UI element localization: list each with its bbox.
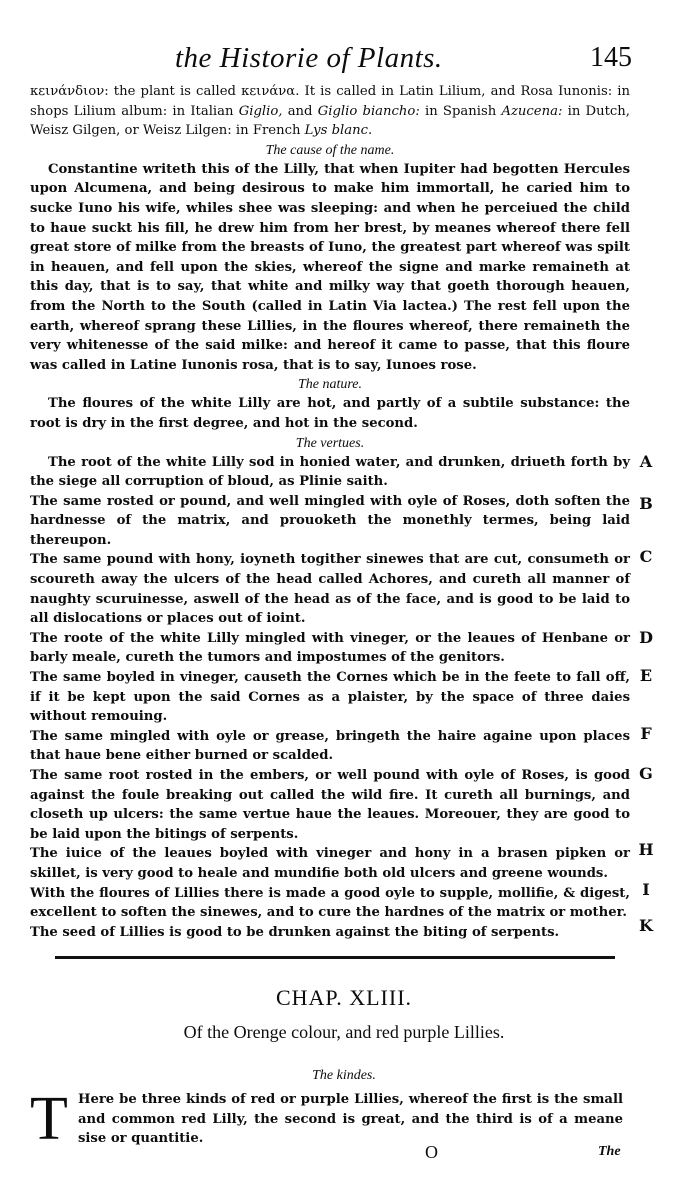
names-text-2: and [282,103,318,119]
chapter-number: CHAP. XLIII. [275,985,413,1010]
running-title: the Historie of Plants. [175,42,443,74]
names-text-4: in Dutch, Weisz Gilgen, or Weisz Lilgen: in French [30,103,630,139]
catchword: The [598,1144,621,1159]
margin-letter: F [640,724,652,743]
cause-paragraph: Constantine writeth this of the Lilly, that when Iupiter had begotten Hercules upon Alcumena, and being desirous to make him immortall, he caried him to sucke Iuno his wife, whiles shee was sleeping: and when he perceiued the child to haue suckt his fill, he drew him from her brest, by meanes whereof there fell great store of milke from the breasts of Iuno, the greatest part whereof was spilt in heauen, and fell upon the skies, whereof the signe and marke remaineth at this day, that is to say, that white and milky way that goeth thorough heauen, from the North to the South (called in Latin Via lactea.) The rest fell upon the earth, whereof sprang these Lillies, in the floures whereof, there remaineth the very whitenesse of the said milke: and hereof it came to passe, that this floure was called in Latine Iunonis rosa, that is to say, Iunoes rose. [30,161,630,373]
names-italic-2: Giglio biancho: [317,103,420,119]
running-head [0,42,688,82]
margin-letter: G [639,764,653,783]
drop-cap: T [30,1085,68,1153]
section-heading-vertues: The vertues. [295,435,365,451]
vertue-paragraph: The same pound with hony, ioyneth togither sinewes that are cut, consumeth or scoureth away the ulcers of the head called Achores, and cureth all manner of naughty scuruinesse, aswell of the head as of the face, and is good to be laid to all dislocations or places out of ioint. [30,552,630,627]
main-text [30,82,630,942]
margin-letter: H [638,840,654,859]
names-text-3: in Spanish [419,103,502,119]
margin-letter: C [639,547,653,566]
names-italic-4: Lys blanc. [304,123,373,139]
margin-letter: K [639,916,653,935]
signature-mark: O [425,1142,438,1162]
margin-letter: I [642,880,650,899]
chapter-divider [55,956,615,959]
margin-letter: A [639,452,653,471]
vertue-paragraph: The same rosted or pound, and well mingled with oyle of Roses, doth soften the hardnesse of the matrix, and prouoketh the monethly termes, being laid thereupon. [30,493,630,548]
vertue-paragraph: With the floures of Lillies there is made a good oyle to supple, mollifie, & digest, excellent to soften the sinewes, and to cure the hardnes of the matrix or mother. [30,885,630,921]
names-paragraph [30,82,630,141]
margin-letter: B [639,494,653,513]
vertue-paragraph: The same root rosted in the embers, or well pound with oyle of Roses, is good against the foule breaking out called the wild fire. It cureth all burnings, and closeth up ulcers: the same vertue haue the leaues. Moreouer, they are good to be laid upon the bitings of serpents. [30,768,630,842]
vertue-paragraph: The same boyled in vineger, causeth the Cornes which be in the feete to fall off, if it be kept upon the said Cornes as a plaister, by the space of three daies without remouing. [30,670,630,725]
vertue-paragraph: The same mingled with oyle or grease, bringeth the haire againe upon places that haue bene either burned or scalded. [30,728,630,764]
names-italic-1: Giglio, [238,103,283,119]
names-italic-3: Azucena: [501,103,563,119]
vertue-paragraph: The iuice of the leaues boyled with vineger and hony in a brasen pipken or skillet, is very good to heale and mundifie both old ulcers and greene wounds. [30,846,630,881]
section-heading-cause: The cause of the name. [265,142,395,158]
vertue-paragraph: The seed of Lillies is good to be drunken against the biting of serpents. [30,924,560,940]
chapter-intro: Here be three kinds of red or purple Lillies, whereof the first is the small and common red Lilly, the second is great, and the third is of a meane sise or quantitie. [78,1092,623,1147]
margin-letter: E [639,666,653,685]
section-heading-nature: The nature. [297,377,363,393]
nature-paragraph: The floures of the white Lilly are hot, and partly of a subtile substance: the root is dry in the first degree, and hot in the second. [30,396,630,431]
chapter-title: Of the Orenge colour, and red purple Lillies. [183,1022,505,1042]
vertue-paragraph: The roote of the white Lilly mingled with vineger, or the leaues of Henbane or barly meale, cureth the tumors and impostumes of the genitors. [30,630,630,666]
page-number: 145 [590,42,632,73]
names-text-1: κεινάνδιον: the plant is called κεινάνα. It is called in Latin Lilium, and Rosa Iunonis: in shops Lilium album: in Italian [30,84,630,119]
vertue-paragraph: The root of the white Lilly sod in honied water, and drunken, driueth forth by the siege all corruption of bloud, as Plinie saith. [30,454,630,490]
margin-letters [634,0,658,1200]
section-heading-kindes: The kindes. [312,1068,376,1083]
margin-letter: D [639,628,653,647]
